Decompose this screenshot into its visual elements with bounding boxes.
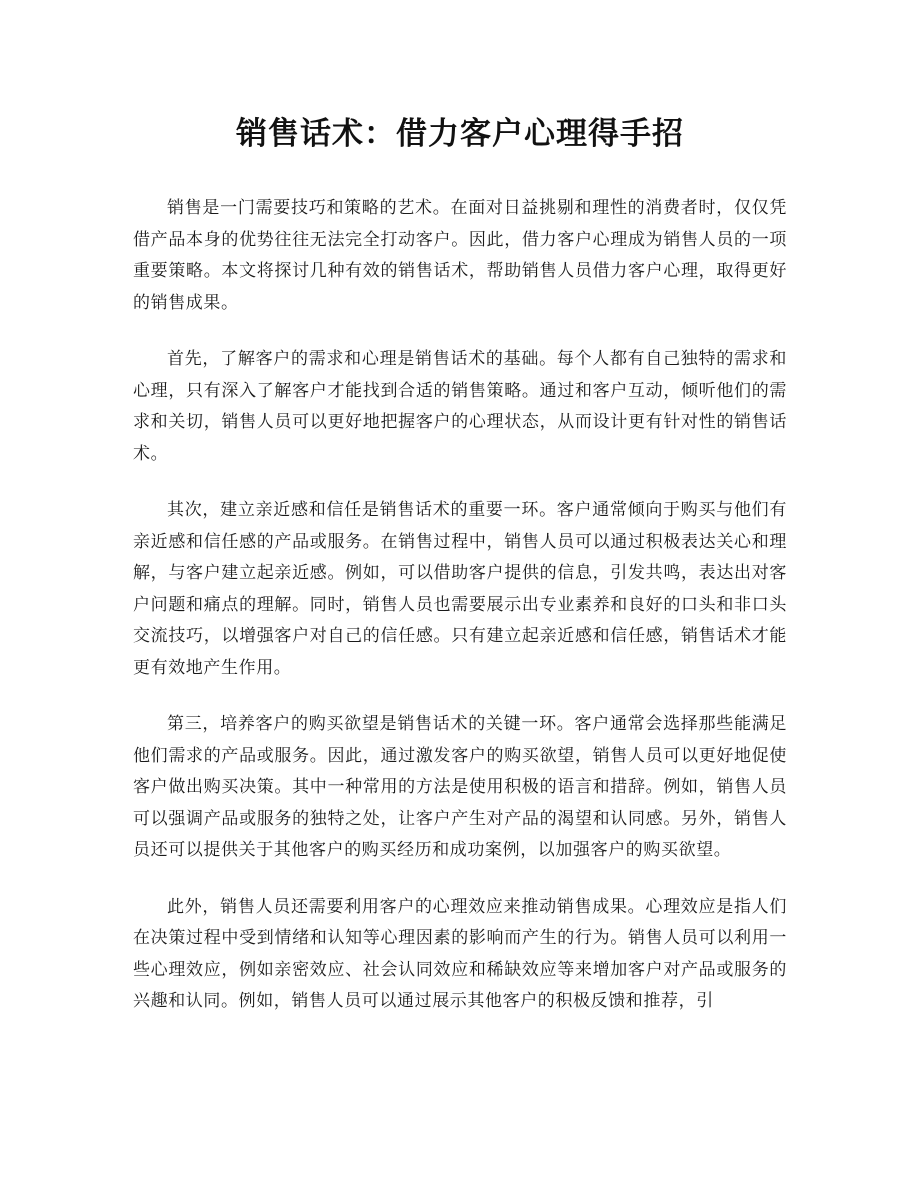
paragraph-second: 其次，建立亲近感和信任是销售话术的重要一环。客户通常倾向于购买与他们有亲近感和信任感的产品或服务。在销售过程中，销售人员可以通过积极表达关心和理解，与客户建立起亲近感。例如，可以借助客户提供的信息，引发共鸣，表达出对客户问题和痛点的理解。同时，销售人员也需要展示出专业素养和良好的口头和非口头交流技巧，以增强客户对自己的信任感。只有建立起亲近感和信任感，销售话术才能更有效地产生作用。 — [133, 500, 787, 678]
paragraph-intro: 销售是一门需要技巧和策略的艺术。在面对日益挑剔和理性的消费者时，仅仅凭借产品本身的优势往往无法完全打动客户。因此，借力客户心理成为销售人员的一项重要策略。本文将探讨几种有效的销售话术，帮助销售人员借力客户心理，取得更好的销售成果。 — [133, 198, 787, 313]
paragraph-third: 第三，培养客户的购买欲望是销售话术的关键一环。客户通常会选择那些能满足他们需求的产品或服务。因此，通过激发客户的购买欲望，销售人员可以更好地促使客户做出购买决策。其中一种常用的方法是使用积极的语言和措辞。例如，销售人员可以强调产品或服务的独特之处，让客户产生对产品的渴望和认同感。另外，销售人员还可以提供关于其他客户的购买经历和成功案例，以加强客户的购买欲望。 — [133, 714, 787, 860]
paragraph-additional: 此外，销售人员还需要利用客户的心理效应来推动销售成果。心理效应是指人们在决策过程中受到情绪和认知等心理因素的影响而产生的行为。销售人员可以利用一些心理效应，例如亲密效应、社会认同效应和稀缺效应等来增加客户对产品或服务的兴趣和认同。例如，销售人员可以通过展示其他客户的积极反馈和推荐，引 — [133, 896, 787, 1011]
document-title: 销售话术：借力客户心理得手招 — [236, 116, 684, 152]
paragraph-first: 首先，了解客户的需求和心理是销售话术的基础。每个人都有自己独特的需求和心理，只有深入了解客户才能找到合适的销售策略。通过和客户互动，倾听他们的需求和关切，销售人员可以更好地把握客户的心理状态，从而设计更有针对性的销售话术。 — [133, 349, 787, 464]
